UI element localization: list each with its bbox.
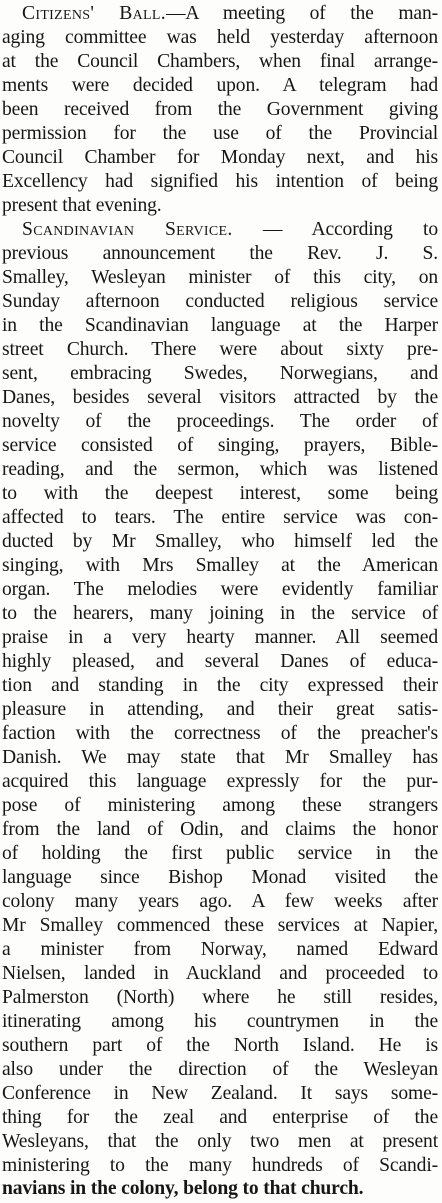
text-line: faction with the correctness of the preacher's bbox=[2, 723, 438, 744]
text-line: acquired this language expressly for the pur- bbox=[2, 771, 438, 792]
text-line: from the land of Odin, and claims the honor bbox=[2, 819, 438, 840]
text-line: Scandinavian Service. — According to bbox=[22, 219, 438, 240]
text-line: Danish. We may state that Mr Smalley has bbox=[2, 747, 438, 768]
text-line: singing, with Mrs Smalley at the American bbox=[2, 555, 438, 576]
text-line: novelty of the proceedings. The order of bbox=[2, 411, 438, 432]
text-line: ments were decided upon. A telegram had bbox=[2, 75, 438, 96]
text-line: ducted by Mr Smalley, who himself led the bbox=[2, 531, 438, 552]
text-line: reading, and the sermon, which was listened bbox=[2, 459, 438, 480]
text-line: service consisted of singing, prayers, Bible- bbox=[2, 435, 438, 456]
text-line: pleasure in attending, and their great satis- bbox=[2, 699, 438, 720]
text-line: previous announcement the Rev. J. S. bbox=[2, 243, 438, 264]
text-line: ministering to the many hundreds of Scandi- bbox=[2, 1155, 438, 1176]
text-line: colony many years ago. A few weeks after bbox=[2, 891, 438, 912]
text-line: to the hearers, many joining in the service of bbox=[2, 603, 438, 624]
text-line: present that evening. bbox=[2, 195, 162, 216]
text-line: Excellency had signified his intention of being bbox=[2, 171, 438, 192]
text-line: Citizens' Ball.—A meeting of the man- bbox=[22, 3, 439, 24]
text-line: Wesleyans, that the only two men at present bbox=[2, 1131, 438, 1152]
paragraph-heading: Scandinavian Service. bbox=[22, 219, 233, 240]
text-line: navians in the colony, belong to that church. bbox=[2, 1178, 364, 1199]
text-line: Smalley, Wesleyan minister of this city, on bbox=[2, 267, 438, 288]
text-line: southern part of the North Island. He is bbox=[2, 1035, 438, 1056]
text-line: Nielsen, landed in Auckland and proceeded to bbox=[2, 963, 438, 984]
text-line: a minister from Norway, named Edward bbox=[2, 939, 438, 960]
text-line: in the Scandinavian language at the Harper bbox=[2, 315, 438, 336]
text-line: Danes, besides several visitors attracted by the bbox=[2, 387, 438, 408]
text-line: been received from the Government giving bbox=[2, 99, 438, 120]
text-line: aging committee was held yesterday afternoon bbox=[2, 27, 438, 48]
text-line: Council Chamber for Monday next, and his bbox=[2, 147, 438, 168]
text-line: highly pleased, and several Danes of educa- bbox=[2, 651, 438, 672]
text-line: also under the direction of the Wesleyan bbox=[2, 1059, 438, 1080]
text-line: language since Bishop Monad visited the bbox=[2, 867, 438, 888]
text-line: itinerating among his countrymen in the bbox=[2, 1011, 438, 1032]
text-line: organ. The melodies were evidently familiar bbox=[2, 579, 438, 600]
text-line: praise in a very hearty manner. All seemed bbox=[2, 627, 438, 648]
paragraph-heading: Citizens' Ball. bbox=[22, 3, 166, 24]
text-line: Palmerston (North) where he still resides, bbox=[2, 987, 438, 1008]
text-line: at the Council Chambers, when final arrange- bbox=[2, 51, 438, 72]
text-line: street Church. There were about sixty pre- bbox=[2, 339, 438, 360]
text-line: Conference in New Zealand. It says some- bbox=[2, 1083, 438, 1104]
text-line: thing for the zeal and enterprise of the bbox=[2, 1107, 438, 1128]
text-line: permission for the use of the Provincial bbox=[2, 123, 438, 144]
text-line: affected to tears. The entire service was con- bbox=[2, 507, 438, 528]
text-line: to with the deepest interest, some being bbox=[2, 483, 438, 504]
text-line: of holding the first public service in the bbox=[2, 843, 438, 864]
text-line: Sunday afternoon conducted religious service bbox=[2, 291, 438, 312]
text-line: tion and standing in the city expressed their bbox=[2, 675, 438, 696]
text-line: sent, embracing Swedes, Norwegians, and bbox=[2, 363, 438, 384]
text-line: pose of ministering among these strangers bbox=[2, 795, 438, 816]
text-line: Mr Smalley commenced these services at Napier, bbox=[2, 915, 438, 936]
